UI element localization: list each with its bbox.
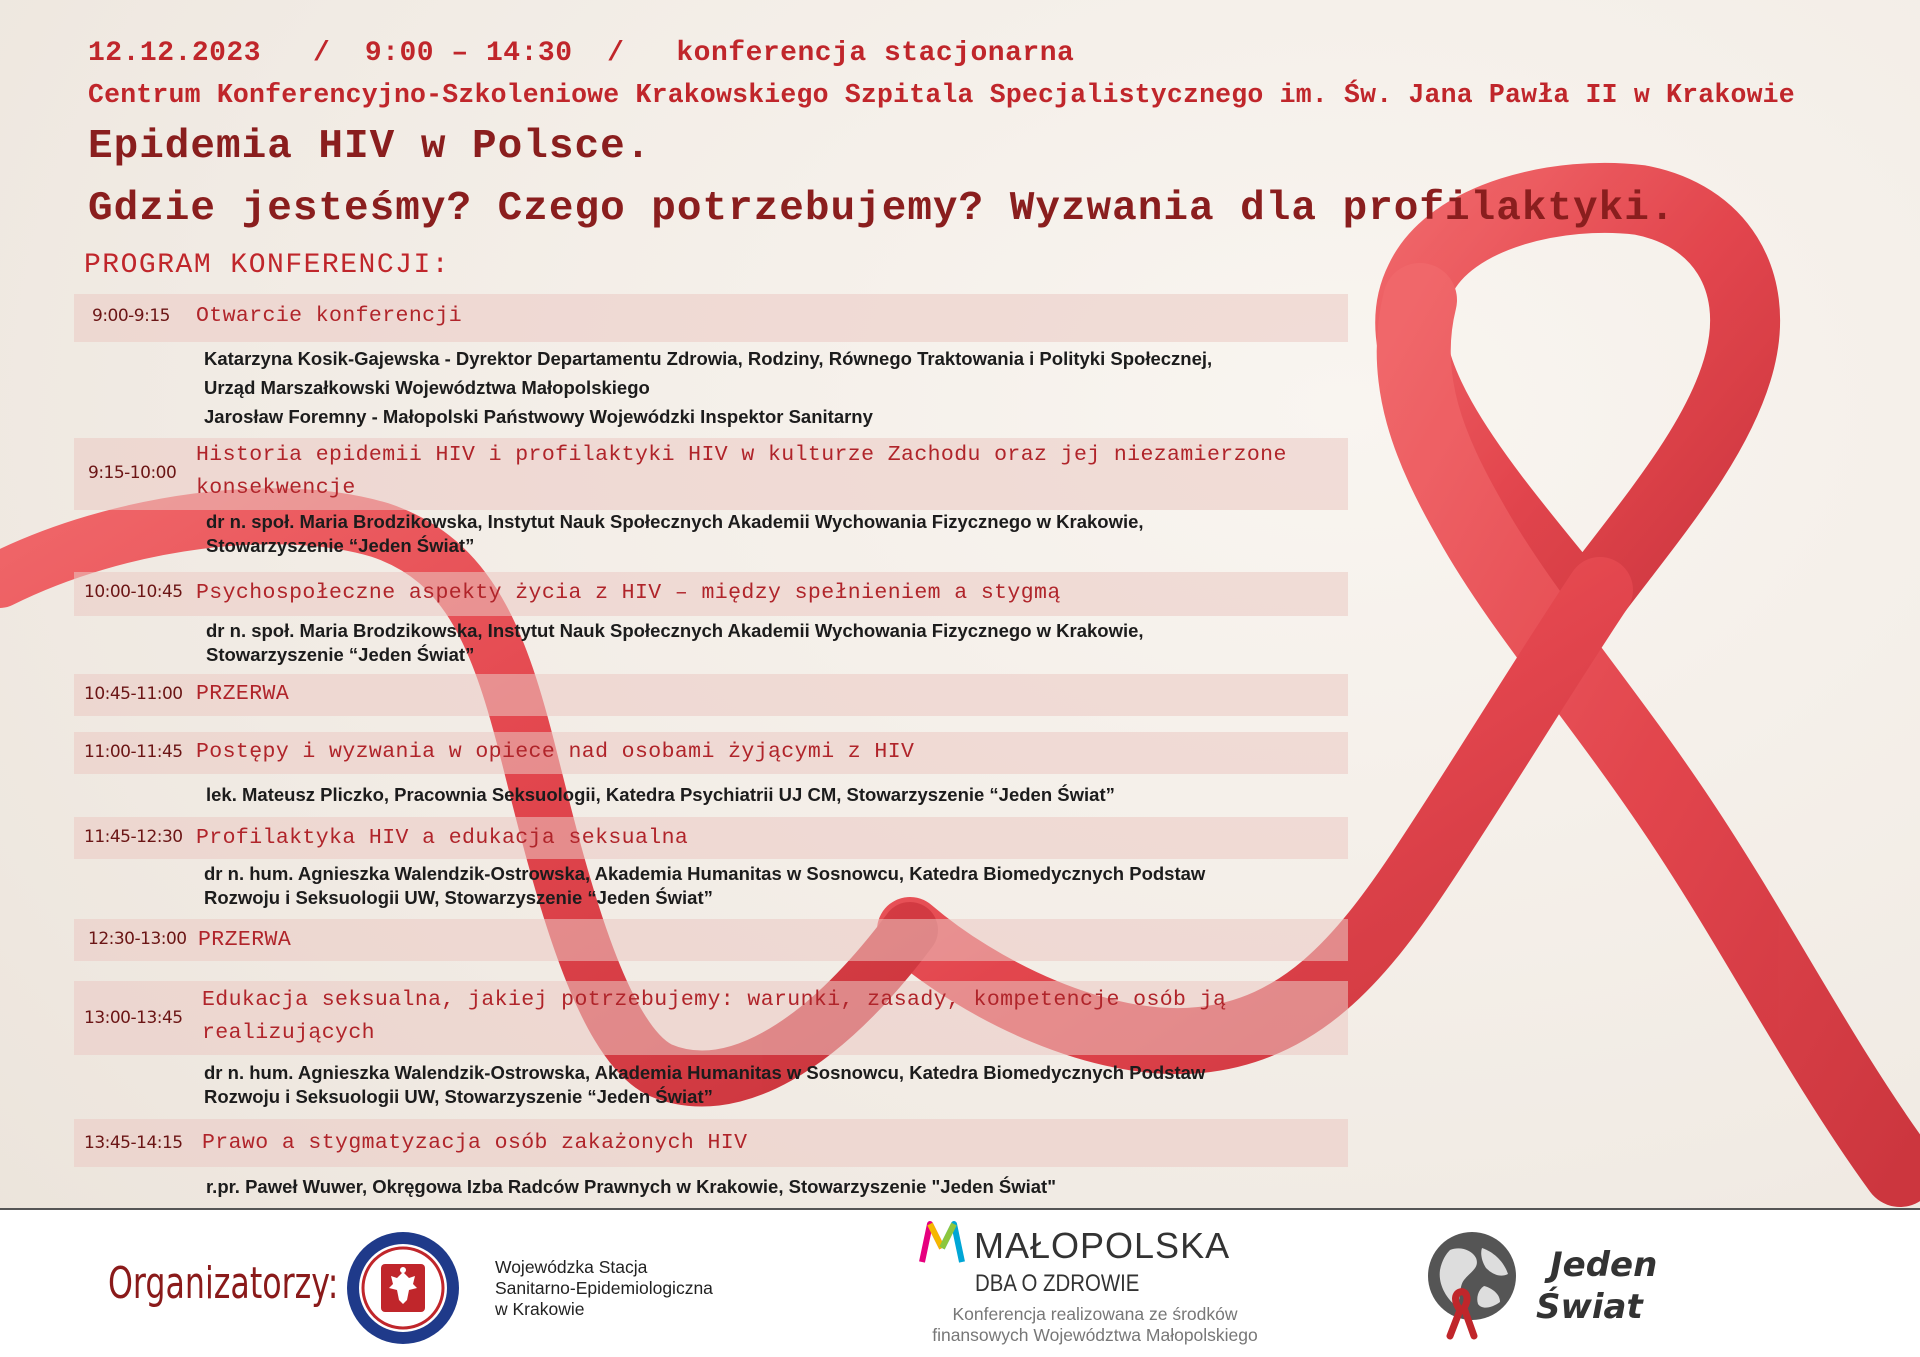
wsse-name — [495, 1257, 713, 1320]
svg-text:Jeden: Jeden — [1550, 1245, 1658, 1285]
session-topic: Prawo a stygmatyzacja osób zakażonych HIV — [202, 1131, 748, 1155]
session-time: 11:00-11:45 — [84, 742, 183, 762]
title-line-2: Gdzie jesteśmy? Czego potrzebujemy? Wyzwania dla profilaktyki. — [88, 186, 1676, 232]
svg-text:Świat: Świat — [1536, 1287, 1643, 1327]
session-topic: Postępy i wyzwania w opiece nad osobami żyjącymi z HIV — [196, 740, 915, 764]
speaker-line: r.pr. Paweł Wuwer, Okręgowa Izba Radców Prawnych w Krakowie, Stowarzyszenie "Jeden Świat" — [206, 1176, 1056, 1197]
session-topic — [202, 984, 1226, 1050]
speaker-line: Katarzyna Kosik-Gajewska - Dyrektor Departamentu Zdrowia, Rodziny, Równego Traktowania i Polityki Społecznej, — [204, 348, 1213, 369]
speaker-line: dr n. społ. Maria Brodzikowska, Instytut Nauk Społecznych Akademii Wychowania Fizycznego w Krakowie, — [206, 511, 1144, 532]
speaker-line: dr n. hum. Agnieszka Walendzik-Ostrowska, Akademia Humanitas w Sosnowcu, Katedra Biomedycznych Podstaw — [204, 863, 1206, 884]
session-time: 9:15-10:00 — [88, 463, 177, 483]
session-speakers — [204, 862, 1205, 910]
session-speakers — [204, 347, 1212, 429]
session-time: 13:00-13:45 — [84, 1008, 183, 1028]
topic-line: Historia epidemii HIV i profilaktyki HIV w kulturze Zachodu oraz jej niezamierzone — [196, 443, 1287, 467]
title-line-1: Epidemia HIV w Polsce. — [88, 124, 652, 170]
session-speakers — [206, 783, 1115, 807]
event-venue: Centrum Konferencyjno-Szkoleniowe Krakowskiego Szpitala Specjalistycznego im. Św. Jana Pawła II w Krakowie — [88, 80, 1795, 110]
speaker-line: Stowarzyszenie “Jeden Świat” — [206, 644, 475, 665]
session-time: 10:00-10:45 — [84, 582, 183, 602]
session-time: 10:45-11:00 — [84, 684, 183, 704]
funding-line: Konferencja realizowana ze środków — [952, 1304, 1238, 1324]
program-heading: PROGRAM KONFERENCJI: — [84, 250, 451, 281]
malopolska-brand: MAŁOPOLSKA — [974, 1225, 1231, 1266]
speaker-line: Rozwoju i Seksuologii UW, Stowarzyszenie “Jeden Świat” — [204, 1086, 713, 1107]
sanitary-inspection-logo — [345, 1230, 461, 1346]
event-date: 12.12.2023 — [88, 38, 262, 69]
separator-1: / — [312, 38, 331, 69]
session-speakers — [206, 510, 1144, 558]
malopolska-tagline: DBA O ZDROWIE — [975, 1270, 1140, 1297]
session-time: 11:45-12:30 — [84, 827, 183, 847]
wsse-line: w Krakowie — [495, 1299, 585, 1319]
session-speakers — [206, 619, 1144, 667]
topic-line: realizujących — [202, 1021, 375, 1045]
speaker-line: Rozwoju i Seksuologii UW, Stowarzyszenie “Jeden Świat” — [204, 887, 713, 908]
session-speakers — [206, 1175, 1056, 1199]
session-topic — [196, 439, 1287, 505]
funding-line: finansowych Województwa Małopolskiego — [932, 1325, 1258, 1345]
malopolska-logo-icon — [918, 1218, 966, 1266]
speaker-line: dr n. hum. Agnieszka Walendzik-Ostrowska, Akademia Humanitas w Sosnowcu, Katedra Biomedycznych Podstaw — [204, 1062, 1206, 1083]
wsse-line: Wojewódzka Stacja — [495, 1257, 648, 1277]
event-details — [88, 38, 1074, 69]
session-topic: Otwarcie konferencji — [196, 304, 463, 328]
session-time: 9:00-9:15 — [92, 306, 170, 326]
session-time: 13:45-14:15 — [84, 1133, 183, 1153]
session-speakers — [204, 1061, 1205, 1109]
session-topic: Psychospołeczne aspekty życia z HIV – między spełnieniem a stygmą — [196, 581, 1061, 605]
speaker-line: Jarosław Foremny - Małopolski Państwowy Wojewódzki Inspektor Sanitarny — [204, 406, 873, 427]
event-format: konferencja stacjonarna — [676, 38, 1075, 69]
jeden-swiat-logo — [1530, 1238, 1720, 1328]
session-topic: PRZERWA — [198, 928, 292, 952]
organizers-footer — [0, 1208, 1920, 1357]
organizers-label: Organizatorzy: — [108, 1258, 339, 1309]
session-time: 12:30-13:00 — [88, 929, 187, 949]
speaker-line: lek. Mateusz Pliczko, Pracownia Seksuologii, Katedra Psychiatrii UJ CM, Stowarzyszenie “Jeden Świat” — [206, 784, 1115, 805]
wsse-line: Sanitarno-Epidemiologiczna — [495, 1278, 713, 1298]
globe-ribbon-icon — [1420, 1228, 1520, 1340]
speaker-line: Urząd Marszałkowski Województwa Małopolskiego — [204, 377, 650, 398]
separator-2: / — [607, 38, 625, 69]
topic-line: Edukacja seksualna, jakiej potrzebujemy: warunki, zasady, kompetencje osób ją — [202, 988, 1227, 1012]
session-topic: Profilaktyka HIV a edukacja seksualna — [196, 826, 689, 850]
speaker-line: Stowarzyszenie “Jeden Świat” — [206, 535, 475, 556]
speaker-line: dr n. społ. Maria Brodzikowska, Instytut Nauk Społecznych Akademii Wychowania Fizycznego w Krakowie, — [206, 620, 1144, 641]
event-time: 9:00 – 14:30 — [364, 38, 573, 69]
funding-note — [860, 1304, 1330, 1346]
session-topic: PRZERWA — [196, 682, 290, 706]
topic-line: konsekwencje — [196, 476, 356, 500]
